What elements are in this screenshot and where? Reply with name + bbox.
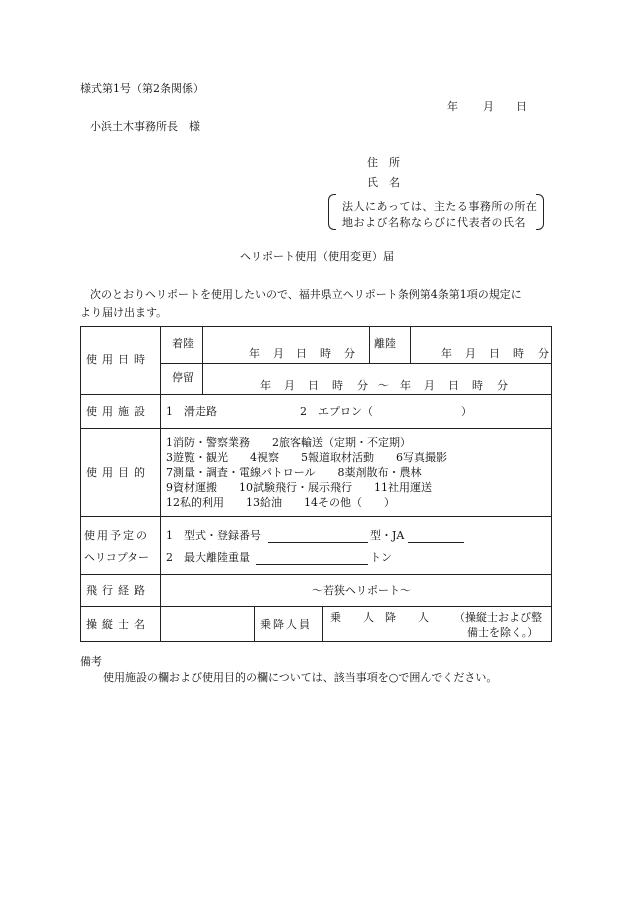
takeoff-minute: 分 <box>538 347 549 360</box>
date-year: 年 <box>447 100 458 113</box>
route-value: ～若狭ヘリポート～ <box>312 584 411 597</box>
landing-label: 着陸 <box>172 337 194 350</box>
passengers-note-2: 備士を除く。） <box>467 626 539 639</box>
grid-line <box>160 326 161 642</box>
corporate-note <box>328 194 544 230</box>
purpose-line: 1消防・警察業務 2旅客輸送（定期・不定期） <box>166 436 411 449</box>
landing-day: 日 <box>296 347 307 360</box>
pilot-label: 操縦士名 <box>86 618 150 631</box>
landing-year: 年 <box>249 347 260 360</box>
date-day: 日 <box>516 100 527 113</box>
purpose-label: 使用目的 <box>86 466 150 479</box>
grid-line <box>369 326 370 363</box>
stay-end-hour: 時 <box>472 379 483 392</box>
helicopter-model-label: 1 型式・登録番号 <box>166 529 261 542</box>
takeoff-month: 月 <box>465 347 476 360</box>
grid-line <box>80 574 552 575</box>
route-label: 飛行経路 <box>86 584 150 597</box>
stay-end-minute: 分 <box>497 379 508 392</box>
landing-month: 月 <box>273 347 284 360</box>
takeoff-hour: 時 <box>513 347 524 360</box>
left-bracket <box>328 194 336 230</box>
addressee: 小浜土木事務所長 様 <box>90 120 200 133</box>
helicopter-label-line-2: ヘリコプター <box>84 551 150 564</box>
grid-line <box>322 606 323 641</box>
takeoff-label: 離陸 <box>374 337 396 350</box>
name-label: 氏 名 <box>367 176 400 189</box>
landing-hour: 時 <box>320 347 331 360</box>
corporate-note-line-2: 地および名称ならびに代表者の氏名 <box>342 216 526 229</box>
grid-line <box>80 394 552 395</box>
address-label: 住 所 <box>367 156 400 169</box>
stay-label: 停留 <box>172 371 194 384</box>
grid-line <box>410 326 411 363</box>
grid-line <box>254 606 255 641</box>
weight-underline <box>256 564 368 565</box>
intro-line-1: 次のとおりヘリポートを使用したいので、福井県立ヘリポート条例第4条第1項の規定に <box>90 288 522 301</box>
helicopter-model-suffix: 型・JA <box>370 529 405 542</box>
stay-start-day: 日 <box>308 379 319 392</box>
grid-line <box>80 326 552 327</box>
stay-start-month: 月 <box>284 379 295 392</box>
purpose-line: 9資材運搬 10試験飛行・展示飛行 11社用運送 <box>166 481 432 494</box>
helicopter-weight-unit: トン <box>370 551 392 564</box>
landing-minute: 分 <box>344 347 355 360</box>
grid-line <box>80 326 81 642</box>
purpose-line: 7測量・調査・電線パトロール 8薬剤散布・農林 <box>166 466 422 479</box>
helicopter-label-line-1: 使用予定の <box>84 529 149 542</box>
helicopter-weight-label: 2 最大離陸重量 <box>166 551 250 564</box>
facility-apron: 2 エプロン（ ） <box>300 405 472 418</box>
intro-line-2: より届け出ます。 <box>80 306 168 319</box>
model-underline <box>268 542 368 543</box>
takeoff-day: 日 <box>489 347 500 360</box>
purpose-line: 3遊覧・観光 4視察 5報道取材活動 6写真撮影 <box>166 451 447 464</box>
stay-end-day: 日 <box>448 379 459 392</box>
grid-line <box>80 428 552 429</box>
usage-datetime-label: 使用日時 <box>86 353 150 366</box>
form-number: 様式第1号（第2条関係） <box>80 82 204 95</box>
crew-label: 乗降人員 <box>260 618 312 631</box>
stay-range-separator: ～ <box>378 379 389 392</box>
stay-start-year: 年 <box>260 379 271 392</box>
grid-line <box>80 606 552 607</box>
grid-line <box>551 326 552 642</box>
facility-label: 使用施設 <box>86 405 150 418</box>
passengers-label: 乗 人 降 人 <box>330 611 429 624</box>
passengers-note-1: （操縦士および整 <box>454 611 542 624</box>
grid-line <box>202 326 203 394</box>
remarks-text: 使用施設の欄および使用目的の欄については、該当事項を○で囲んでください。 <box>103 671 498 684</box>
grid-line <box>160 363 552 364</box>
facility-runway: 1 滑走路 <box>166 405 217 418</box>
stay-end-month: 月 <box>424 379 435 392</box>
date-month: 月 <box>483 100 494 113</box>
remarks-title: 備考 <box>80 655 102 668</box>
corporate-note-line-1: 法人にあっては、主たる事務所の所在 <box>342 200 538 213</box>
usage-table <box>80 326 552 642</box>
takeoff-year: 年 <box>441 347 452 360</box>
grid-line <box>80 516 552 517</box>
stay-start-hour: 時 <box>332 379 343 392</box>
grid-line <box>80 641 552 642</box>
stay-end-year: 年 <box>400 379 411 392</box>
purpose-line: 12私的利用 13給油 14その他（ ） <box>166 496 395 509</box>
ja-underline <box>408 542 464 543</box>
document-title: ヘリポート使用（使用変更）届 <box>240 250 394 263</box>
stay-start-minute: 分 <box>357 379 368 392</box>
